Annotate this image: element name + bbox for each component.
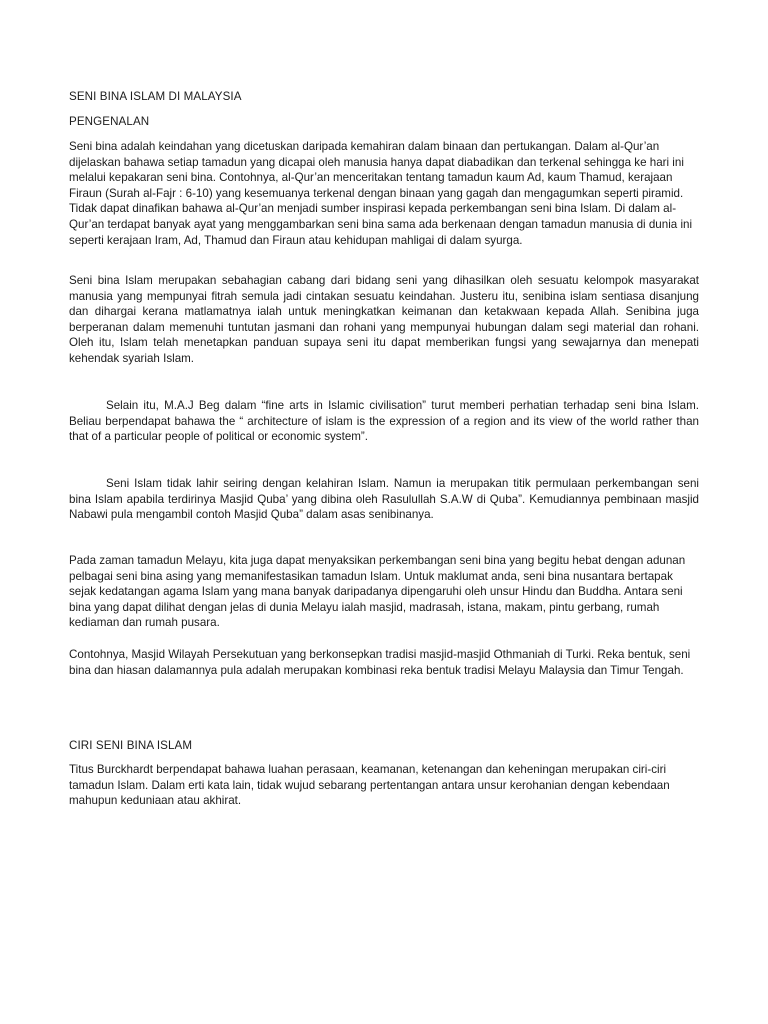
paragraph-masjid-wilayah: Contohnya, Masjid Wilayah Persekutuan yang berkonsepkan tradisi masjid-masjid Othmaniah di Turki. Reka bentuk, seni bina dan hiasan dalamannya pula adalah merupakan kombinasi reka bentuk tradisi Melayu Malaysia dan Timur Tengah. <box>69 648 691 677</box>
paragraph-masjid-quba: Seni Islam tidak lahir seiring dengan kelahiran Islam. Namun ia merupakan titik permulaan perkembangan seni bina Islam apabila terdirinya Masjid Quba’ yang dibina oleh Rasulullah S.A.W di Quba”. Kemudiannya pembinaan masjid Nabawi pula mengambil contoh Masjid Quba” dalam asas senibinanya. <box>69 477 699 522</box>
paragraph-maj-beg: Selain itu, M.A.J Beg dalam “fine arts in Islamic civilisation” turut memberi perhatian terhadap seni bina Islam. Beliau berpendapat bahawa the “ architecture of islam is the expression of a region and its view of the world rather than that of a particular people of political or economic system”. <box>69 399 699 444</box>
document-title: SENI BINA ISLAM DI MALAYSIA <box>69 90 242 103</box>
section-heading-pengenalan: PENGENALAN <box>69 115 150 128</box>
paragraph-seni-bina-islam: Seni bina Islam merupakan sebahagian cabang dari bidang seni yang dihasilkan oleh sesuatu kelompok masyarakat manusia yang mempunyai fitrah semula jadi cintakan sesuatu keindahan. Justeru itu, senibina islam sentiasa disanjung dan dihargai kerana matlamatnya ialah untuk meningkatkan keimanan dan ketakwaan kepada Allah. Senibina juga berperanan dalam memenuhi tuntutan jasmani dan rohani yang mempunyai hubungan dalam segi material dan rohani. Oleh itu, Islam telah menetapkan panduan supaya seni itu dapat memberikan fungsi yang sewajarnya dan menepati kehendak syariah Islam. <box>69 274 699 365</box>
paragraph-intro: Seni bina adalah keindahan yang dicetuskan daripada kemahiran dalam binaan dan pertukangan. Dalam al-Qur’an dijelaskan bahawa setiap tamadun yang dicapai oleh manusia hanya dapat diabadikan dan terkenal sehingga ke hari ini melalui kepakaran seni bina. Contohnya, al-Qur’an menceritakan tentang tamadun kaum Ad, kaum Thamud, kerajaan Firaun (Surah al-Fajr : 6-10) yang kesemuanya terkenal dengan binaan yang gagah dan mengagumkan seperti piramid. Tidak dapat dinafikan bahawa al-Qur’an menjadi sumber inspirasi kepada perkembangan seni bina Islam. Di dalam al-Qur’an terdapat banyak ayat yang menggambarkan seni bina sama ada berkenaan dengan tamadun manusia di dunia ini seperti kerajaan Iram, Ad, Thamud dan Firaun atau kehidupan mahligai di dalam syurga. <box>69 140 693 247</box>
paragraph-tamadun-melayu: Pada zaman tamadun Melayu, kita juga dapat menyaksikan perkembangan seni bina yang begitu hebat dengan adunan pelbagai seni bina asing yang memanifestasikan tamadun Islam. Untuk maklumat anda, seni bina nusantara bertapak sejak kedatangan agama Islam yang mana banyak daripadanya dipengaruhi oleh unsur Hindu dan Buddha. Antara seni bina yang dapat dilihat dengan jelas di dunia Melayu ialah masjid, madrasah, istana, makam, pintu gerbang, rumah kediaman dan rumah pusara. <box>69 554 686 630</box>
section-heading-ciri: CIRI SENI BINA ISLAM <box>69 739 193 752</box>
paragraph-titus-burckhardt: Titus Burckhardt berpendapat bahawa luahan perasaan, keamanan, ketenangan dan keheningan merupakan ciri-ciri tamadun Islam. Dalam erti kata lain, tidak wujud sebarang pertentangan antara unsur kerohanian dengan kebendaan mahupun keduniaan atau akhirat. <box>69 763 670 808</box>
